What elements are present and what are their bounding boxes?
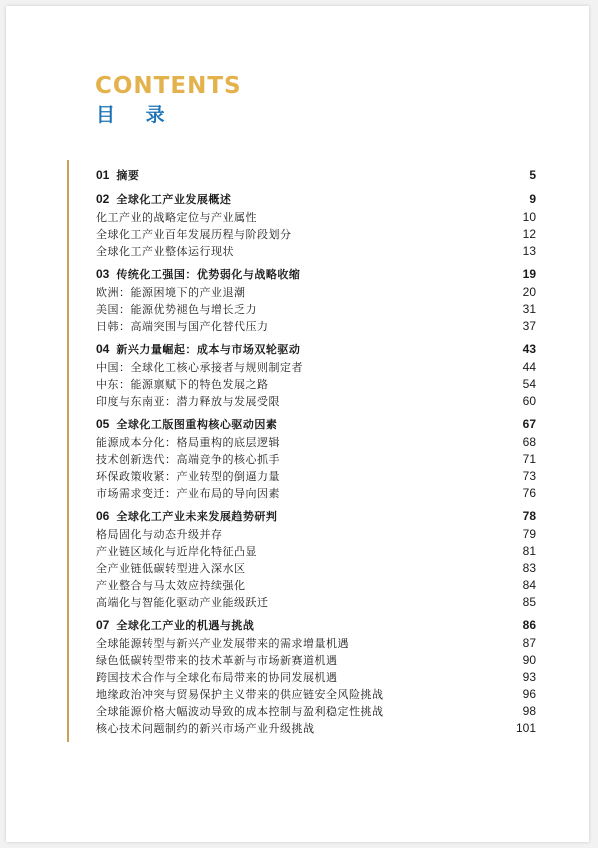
toc-entry-title: 能源成本分化：格局重构的底层逻辑: [96, 436, 280, 449]
toc-section: [96, 190, 536, 260]
toc-section-title: 新兴力量崛起：成本与市场双轮驱动: [116, 343, 301, 356]
toc-entry-title: 全球能源转型与新兴产业发展带来的需求增量机遇: [96, 637, 349, 650]
toc-entry-title: 产业整合与马太效应持续强化: [96, 579, 246, 592]
toc-section-heading[interactable]: [96, 265, 536, 284]
toc-section-page: 43: [522, 342, 536, 356]
toc-entry-page: 85: [522, 595, 536, 609]
toc-entry-page: 37: [522, 319, 536, 333]
toc-entry[interactable]: [96, 720, 536, 737]
toc-entry[interactable]: [96, 301, 536, 318]
toc-entry[interactable]: [96, 376, 536, 393]
toc-entry-title: 产业链区域化与近岸化特征凸显: [96, 545, 257, 558]
toc-entry-title: 格局固化与动态升级并存: [96, 528, 223, 541]
toc-section-heading[interactable]: [96, 340, 536, 359]
toc-entry-title: 市场需求变迁：产业布局的导向因素: [96, 487, 280, 500]
toc-section-number: 05: [96, 417, 110, 431]
toc-entry-page: 93: [522, 670, 536, 684]
toc-section-label: [96, 507, 277, 526]
toc-entry-page: 13: [522, 244, 536, 258]
toc-entry-title: 中东：能源禀赋下的特色发展之路: [96, 378, 269, 391]
toc-section-label: [96, 166, 139, 185]
toc-entry-page: 44: [522, 360, 536, 374]
toc-entry[interactable]: [96, 359, 536, 376]
toc-entry[interactable]: [96, 393, 536, 410]
toc-section-label: [96, 190, 231, 209]
toc-entry-title: 核心技术问题制约的新兴市场产业升级挑战: [96, 722, 315, 735]
toc-section: [96, 415, 536, 502]
toc-entry[interactable]: [96, 594, 536, 611]
toc-section-label: [96, 616, 254, 635]
toc-entry-page: 10: [522, 210, 536, 224]
toc-section-label: [96, 265, 300, 284]
toc-entry-page: 20: [522, 285, 536, 299]
toc-entry[interactable]: [96, 635, 536, 652]
toc-section-title: 摘要: [116, 169, 140, 182]
toc-entry-title: 全球能源价格大幅波动导致的成本控制与盈利稳定性挑战: [96, 705, 384, 718]
toc-section-number: 06: [96, 509, 110, 523]
toc-entry-title: 全产业链低碳转型进入深水区: [96, 562, 246, 575]
toc-section-number: 01: [96, 168, 110, 182]
toc-entry-page: 84: [522, 578, 536, 592]
toc-entry-title: 全球化工产业百年发展历程与阶段划分: [96, 228, 292, 241]
toc-entry[interactable]: [96, 226, 536, 243]
toc-section: [96, 265, 536, 335]
contents-title-en: CONTENTS: [95, 73, 242, 99]
toc-entry-page: 60: [522, 394, 536, 408]
toc-section-number: 03: [96, 267, 110, 281]
toc-entry-title: 跨国技术合作与全球化布局带来的协同发展机遇: [96, 671, 338, 684]
toc-entry-title: 高端化与智能化驱动产业能级跃迁: [96, 596, 269, 609]
toc-entry-title: 环保政策收紧：产业转型的倒逼力量: [96, 470, 280, 483]
toc-entry-title: 地缘政治冲突与贸易保护主义带来的供应链安全风险挑战: [96, 688, 384, 701]
toc-entry[interactable]: [96, 209, 536, 226]
toc-entry-title: 绿色低碳转型带来的技术革新与市场新赛道机遇: [96, 654, 338, 667]
toc-entry-title: 美国：能源优势褪色与增长乏力: [96, 303, 257, 316]
toc-entry-title: 全球化工产业整体运行现状: [96, 245, 234, 258]
toc-entry[interactable]: [96, 543, 536, 560]
table-of-contents: [96, 166, 536, 737]
toc-entry-page: 79: [522, 527, 536, 541]
toc-entry-title: 日韩：高端突围与国产化替代压力: [96, 320, 269, 333]
toc-entry[interactable]: [96, 560, 536, 577]
toc-section-heading[interactable]: [96, 616, 536, 635]
toc-entry[interactable]: [96, 318, 536, 335]
toc-section-heading[interactable]: [96, 415, 536, 434]
toc-entry-page: 83: [522, 561, 536, 575]
toc-section-label: [96, 415, 277, 434]
toc-entry-page: 73: [522, 469, 536, 483]
toc-section-page: 78: [522, 509, 536, 523]
toc-entry-page: 98: [522, 704, 536, 718]
toc-section-title: 传统化工强国：优势弱化与战略收缩: [116, 268, 301, 281]
toc-entry-title: 技术创新迭代：高端竞争的核心抓手: [96, 453, 280, 466]
toc-entry-page: 76: [522, 486, 536, 500]
toc-section-heading[interactable]: [96, 507, 536, 526]
toc-section-page: 67: [522, 417, 536, 431]
toc-entry[interactable]: [96, 468, 536, 485]
toc-entry[interactable]: [96, 243, 536, 260]
toc-section-page: 86: [522, 618, 536, 632]
toc-entry-title: 中国：全球化工核心承接者与规则制定者: [96, 361, 303, 374]
toc-section-title: 全球化工版图重构核心驱动因素: [116, 418, 278, 431]
toc-entry[interactable]: [96, 284, 536, 301]
toc-entry-page: 31: [522, 302, 536, 316]
toc-section-page: 5: [529, 168, 536, 182]
toc-entry[interactable]: [96, 485, 536, 502]
toc-section-title: 全球化工产业未来发展趋势研判: [116, 510, 278, 523]
toc-entry-page: 87: [522, 636, 536, 650]
toc-entry-page: 71: [522, 452, 536, 466]
toc-entry[interactable]: [96, 686, 536, 703]
toc-section-page: 9: [529, 192, 536, 206]
toc-section-number: 02: [96, 192, 110, 206]
contents-title-zh: 目 录: [96, 104, 177, 126]
toc-entry[interactable]: [96, 434, 536, 451]
toc-entry-title: 欧洲：能源困境下的产业退潮: [96, 286, 246, 299]
toc-entry[interactable]: [96, 577, 536, 594]
toc-section-title: 全球化工产业发展概述: [116, 193, 232, 206]
toc-section-number: 04: [96, 342, 110, 356]
toc-section: [96, 340, 536, 410]
toc-section-title: 全球化工产业的机遇与挑战: [116, 619, 255, 632]
toc-vertical-rule: [67, 160, 69, 742]
toc-entry-page: 81: [522, 544, 536, 558]
toc-entry-page: 90: [522, 653, 536, 667]
toc-entry[interactable]: [96, 652, 536, 669]
toc-section-label: [96, 340, 300, 359]
toc-entry[interactable]: [96, 703, 536, 720]
toc-section-heading[interactable]: [96, 166, 536, 185]
toc-section: [96, 616, 536, 737]
toc-entry-page: 96: [522, 687, 536, 701]
toc-section-heading[interactable]: [96, 190, 536, 209]
toc-entry-title: 印度与东南亚：潜力释放与发展受限: [96, 395, 280, 408]
toc-entry-page: 101: [515, 721, 536, 735]
toc-section-page: 19: [522, 267, 536, 281]
toc-entry[interactable]: [96, 526, 536, 543]
toc-entry-page: 12: [522, 227, 536, 241]
toc-section-number: 07: [96, 618, 110, 632]
toc-section: [96, 507, 536, 611]
toc-entry-title: 化工产业的战略定位与产业属性: [96, 211, 257, 224]
toc-entry-page: 54: [522, 377, 536, 391]
toc-section: [96, 166, 536, 185]
toc-entry-page: 68: [522, 435, 536, 449]
toc-entry[interactable]: [96, 451, 536, 468]
toc-entry[interactable]: [96, 669, 536, 686]
